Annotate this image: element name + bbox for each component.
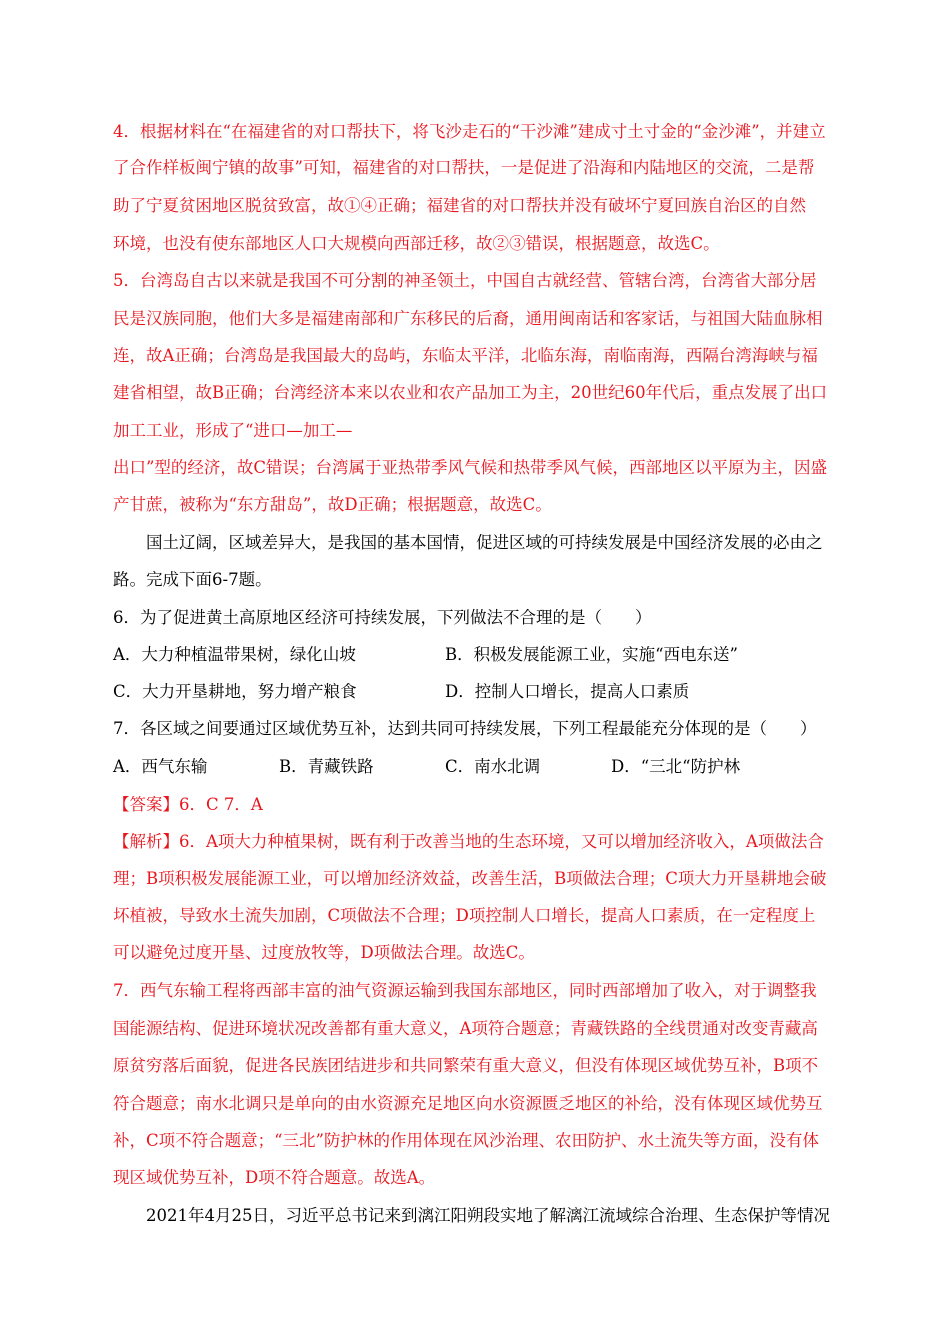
explanation-q4-line: 环境，也没有使东部地区人口大规模向西部迁移，故②③错误，根据题意，故选C。	[113, 234, 720, 253]
analysis-q6-line: 理；B项积极发展能源工业，可以增加经济效益，改善生活，B项做法合理；C项大力开垦耕地会破	[113, 869, 827, 888]
analysis-q7-line: 国能源结构、促进环境状况改善都有重大意义，A项符合题意；青藏铁路的全线贯通对改变青藏高	[113, 1019, 818, 1038]
analysis-q6-line: 可以避免过度开垦、过度放牧等，D项做法合理。故选C。	[113, 943, 535, 962]
intro-6-7-line: 国土辽阔，区域差异大，是我国的基本国情，促进区域的可持续发展是中国经济发展的必由之	[146, 533, 823, 552]
explanation-q5-line: 加工工业，形成了“进口—加工—	[113, 421, 353, 440]
explanation-q5-line: 产甘蔗，被称为“东方甜岛”，故D正确；根据题意，故选C。	[113, 495, 552, 514]
analysis-q6-line: 坏植被，导致水土流失加剧，C项做法不合理；D项控制人口增长，提高人口素质，在一定程度上	[113, 906, 816, 925]
question-6-option-c: C．大力开垦耕地，努力增产粮食	[113, 682, 357, 701]
question-7-option-a: A．西气东输	[113, 757, 208, 776]
explanation-q5-line: 建省相望，故B正确；台湾经济本来以农业和农产品加工为主，20世纪60年代后，重点发展了出口	[113, 383, 828, 402]
analysis-q6-line: 【解析】6．A项大力种植果树，既有利于改善当地的生态环境，又可以增加经济收入，A项做法合	[113, 832, 824, 851]
question-7-option-b: B．青藏铁路	[279, 757, 374, 776]
explanation-q5-line: 民是汉族同胞，他们大多是福建南部和广东移民的后裔，通用闽南话和客家话，与祖国大陆血脉相	[113, 309, 823, 328]
analysis-q7-line: 7．西气东输工程将西部丰富的油气资源运输到我国东部地区，同时西部增加了收入，对于调整我	[113, 981, 817, 1000]
question-6-option-a: A．大力种植温带果树，绿化山坡	[113, 645, 356, 664]
question-7-option-d: D．“三北“防护林	[611, 757, 741, 776]
analysis-q7-line: 符合题意；南水北调只是单向的由水资源充足地区向水资源匮乏地区的补给，没有体现区域优势互	[113, 1094, 823, 1113]
intro-6-7-line: 路。完成下面6-7题。	[113, 570, 272, 589]
explanation-q4-line: 了合作样板闽宁镇的故事”可知，福建省的对口帮扶，一是促进了沿海和内陆地区的交流，二是帮	[113, 158, 815, 177]
question-6-option-d: D．控制人口增长，提高人口素质	[445, 682, 690, 701]
explanation-q4-line: 4．根据材料在“在福建省的对口帮扶下，将飞沙走石的“干沙滩”建成寸土寸金的“金沙滩”，并建立	[113, 122, 826, 141]
question-6-option-b: B．积极发展能源工业，实施“西电东送”	[445, 645, 738, 664]
answer-6-7: 【答案】6．C 7．A	[113, 795, 263, 814]
explanation-q4-line: 助了宁夏贫困地区脱贫致富，故①④正确；福建省的对口帮扶并没有破坏宁夏回族自治区的自然	[113, 196, 806, 215]
analysis-q7-line: 现区域优势互补，D项不符合题意。故选A。	[113, 1168, 436, 1187]
intro-next: 2021年4月25日，习近平总书记来到漓江阳朔段实地了解漓江流域综合治理、生态保护等情况	[146, 1206, 830, 1225]
analysis-q7-line: 补，C项不符合题意；“三北”防护林的作用体现在风沙治理、农田防护、水土流失等方面，没有体	[113, 1131, 819, 1150]
question-7-option-c: C．南水北调	[445, 757, 541, 776]
explanation-q5-line: 5．台湾岛自古以来就是我国不可分割的神圣领土，中国自古就经营、管辖台湾，台湾省大部分居	[113, 271, 817, 290]
explanation-q5-line: 连，故A正确；台湾岛是我国最大的岛屿，东临太平洋，北临东海，南临南海，西隔台湾海峡与福	[113, 346, 818, 365]
question-7-stem: 7．各区域之间要通过区域优势互补，达到共同可持续发展，下列工程最能充分体现的是（ ）	[113, 719, 817, 738]
question-6-stem: 6．为了促进黄土高原地区经济可持续发展，下列做法不合理的是（ ）	[113, 608, 652, 627]
explanation-q5-line: 出口”型的经济，故C错误；台湾属于亚热带季风气候和热带季风气候，西部地区以平原为主，因盛	[113, 458, 828, 477]
analysis-q7-line: 原贫穷落后面貌，促进各民族团结进步和共同繁荣有重大意义，但没有体现区域优势互补，B项不	[113, 1056, 819, 1075]
